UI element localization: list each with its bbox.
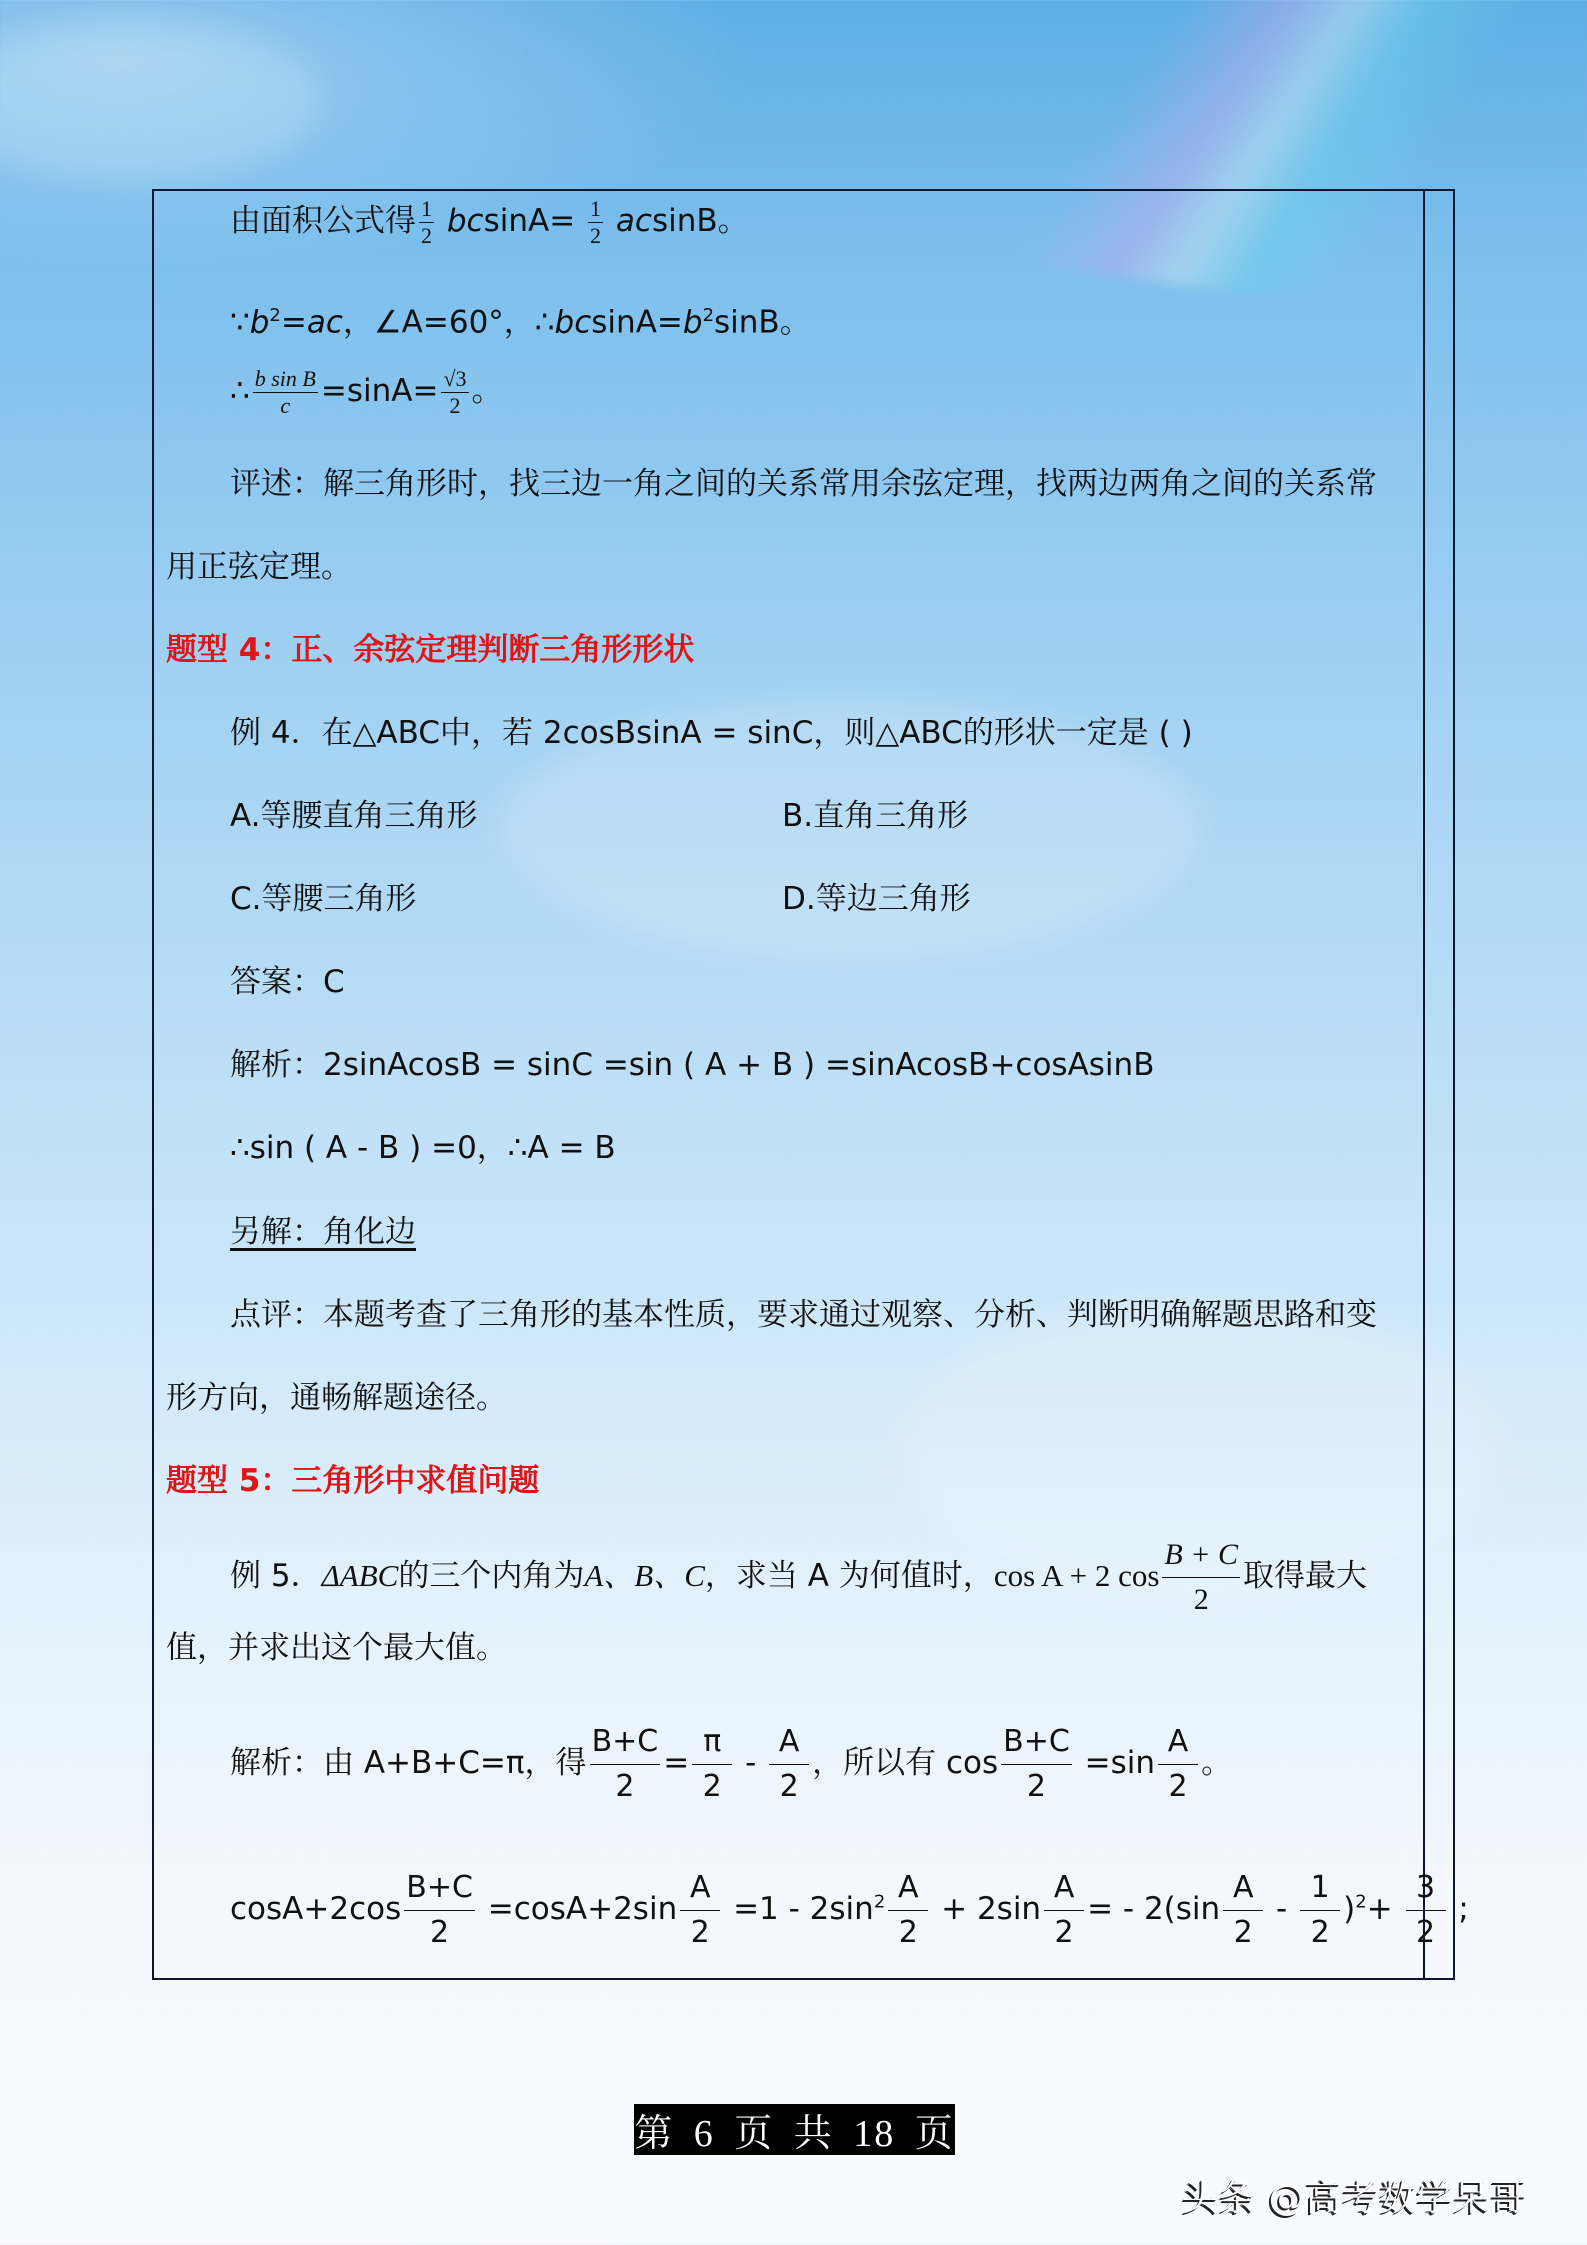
analysis-text: 解析：2sinAcosB = sinC =sin ( A + B ) =sinAcosB+cosAsinB [230, 1047, 1155, 1083]
fraction: $\frac{√3}{2}$ [443, 366, 467, 418]
cloud-decoration [0, 20, 320, 180]
review-text-cont: 形方向，通畅解题途径。 [166, 1380, 507, 1416]
fraction: $\frac{A}{2}$ [1223, 1866, 1263, 1955]
fraction: $\frac{A}{2}$ [1158, 1720, 1198, 1809]
option-a: A.等腰直角三角形 [230, 798, 478, 834]
section-heading-4: 题型 4：正、余弦定理判断三角形形状 [166, 632, 695, 668]
math-var: bc [446, 203, 484, 239]
frame-inner-border [1423, 191, 1425, 1978]
fraction: $\frac{A}{2}$ [680, 1866, 720, 1955]
fraction: $\frac{B+C}{2}$ [591, 1724, 659, 1804]
page-indicator: 第 6 页 共 18 页 [634, 2104, 955, 2155]
section-heading-5: 题型 5：三角形中求值问题 [166, 1463, 540, 1499]
fraction: $\frac{\text{b sin B}}{c}$ [254, 366, 316, 418]
options-row-1 [230, 796, 1380, 836]
fraction: $\frac{B+C}{2}$ [406, 1870, 473, 1950]
watermark: 头条 @高考数学呆哥 [1182, 2178, 1528, 2219]
options-row-2 [230, 879, 1380, 919]
fraction: $\frac{A}{2}$ [888, 1866, 928, 1955]
fraction: $\frac{1}{2}$ [1300, 1866, 1340, 1955]
comment-text: 评述：解三角形时，找三边一角之间的关系常用余弦定理，找两边两角之间的关系常 [230, 466, 1377, 502]
math-var: ac [615, 203, 652, 239]
area-formula-line: 由面积公式得 $\frac{1}{2}$ bcsinA= $\frac{1}{2}$ acsinB。 [230, 196, 749, 248]
solution-line: 解析：由 A+B+C=π，得 $\frac{B+C}{2}$ = $\frac{\pi}{2}$ - $\frac{A}{2}$ ，所以有 cos $\frac{B+C}{2}$ =sin $\frac{A}{2}$ 。 [230, 1720, 1232, 1809]
option-c: C.等腰三角形 [230, 881, 417, 917]
fraction: $\frac{B+C}{2}$ [1003, 1724, 1070, 1804]
fraction: $\frac{1}{2}$ [421, 196, 432, 248]
fraction: $\frac{A}{2}$ [1044, 1866, 1084, 1955]
example-4-question: 例 4．在△ABC中，若 2cosBsinA = sinC，则△ABC的形状一定是 ( ) [230, 715, 1193, 751]
example-5-question-cont: 值，并求出这个最大值。 [166, 1630, 507, 1666]
fraction: $\frac{3}{2}$ [1406, 1866, 1446, 1955]
review-text: 点评：本题考查了三角形的基本性质，要求通过观察、分析、判断明确解题思路和变 [230, 1297, 1377, 1333]
text: 由面积公式得 [230, 203, 416, 239]
fraction: $\frac{1}{2}$ [590, 196, 602, 248]
derivation-line: cosA+2cos $\frac{B+C}{2}$ =cosA+2sin $\frac{A}{2}$ $=1 - 2\sin^2$ $\frac{A}{2}$ + 2sin $\frac{A}{2}$ = - 2(sin $\frac{A}{2}$ - $\frac{1}{2}$ )$^2$+ $\frac{3}{2}$ ; [230, 1866, 1469, 1955]
example-5-question: 例 5．ΔABC的三个内角为A、B、C，求当 A 为何值时，cos A + 2 cos $\frac{B + C}{2}$ 取得最大 [230, 1533, 1367, 1622]
answer-text: 答案：C [230, 964, 345, 1000]
fraction: $\frac{\pi}{2}$ [692, 1720, 732, 1809]
because-line: $\because b^2=ac$，∠A=60°，$\therefore bcsinA=b^2\sin B$。 [230, 304, 811, 341]
therefore-line: ∴ $\frac{\text{b sin B}}{c}$ =sinA= $\frac{√3}{2}$ 。 [230, 366, 503, 418]
option-d: D.等边三角形 [782, 881, 971, 917]
alt-solution-text: 另解：角化边 [230, 1214, 416, 1250]
option-b: B.直角三角形 [782, 798, 969, 834]
fraction: $\frac{A}{2}$ [769, 1720, 809, 1809]
fraction: $\frac{B + C}{2}$ [1164, 1538, 1239, 1616]
comment-text-cont: 用正弦定理。 [166, 549, 352, 585]
therefore-text: ∴sin ( A - B ) =0，∴A = B [230, 1130, 616, 1166]
